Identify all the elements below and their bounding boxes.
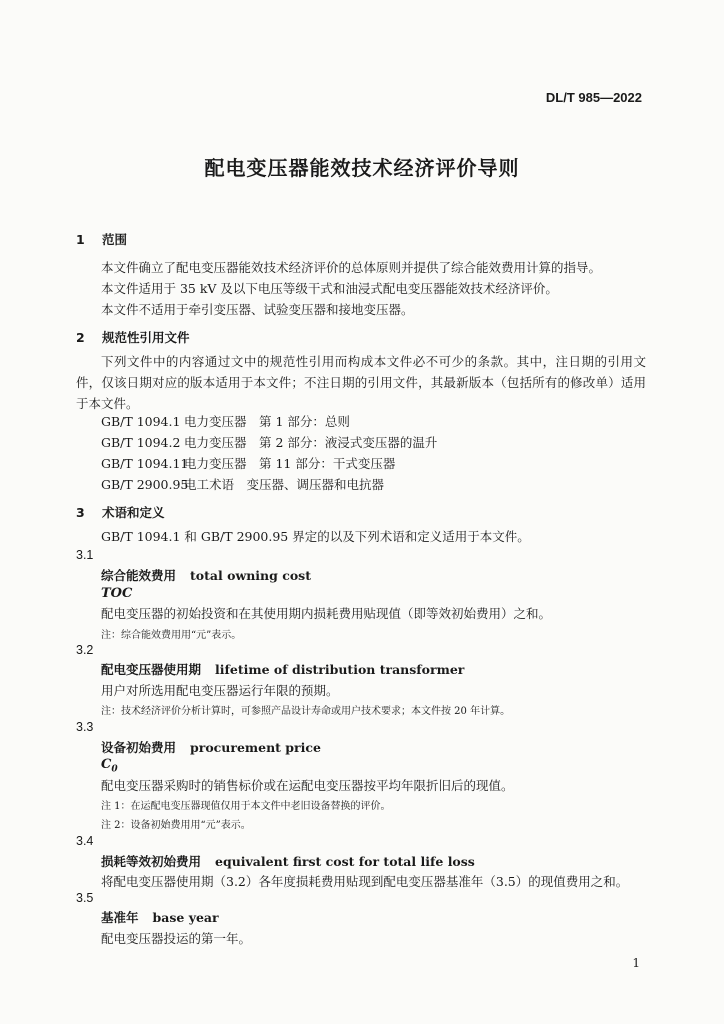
term-chinese: 基准年: [101, 910, 139, 925]
reference-title: 电力变压器 第 2 部分：液浸式变压器的温升: [184, 435, 438, 450]
term-note: 注：综合能效费用用“元”表示。: [101, 630, 242, 641]
reference-item: [101, 412, 350, 430]
reference-title: 电力变压器 第 1 部分：总则: [184, 414, 350, 429]
reference-item: [101, 433, 437, 451]
scope-line-1: 本文件确立了配电变压器能效技术经济评价的总体原则并提供了综合能效费用计算的指导。: [101, 260, 602, 275]
term-heading: [101, 908, 219, 926]
term-symbol: [101, 757, 118, 775]
section-1-heading: [76, 230, 127, 248]
scope-line-3: 本文件不适用于牵引变压器、试验变压器和接地变压器。: [101, 302, 414, 317]
standard-code: DL/T 985—2022: [545, 90, 642, 105]
normative-references-paragraph: 下列文件中的内容通过文中的规范性引用而构成本文件必不可少的条款。其中，注日期的引用文件，仅该日期对应的版本适用于本文件；不注日期的引用文件，其最新版本（包括所有的修改单）适用于本文件。: [76, 354, 646, 411]
term-english: equivalent first cost for total life loss: [215, 854, 475, 869]
term-chinese: 损耗等效初始费用: [101, 854, 202, 869]
reference-code: GB/T 1094.1: [101, 414, 181, 429]
section-title: 规范性引用文件: [102, 330, 190, 345]
term-chinese: 设备初始费用: [101, 740, 177, 755]
symbol-letter: C: [101, 757, 112, 772]
section-number: 3: [76, 505, 85, 520]
term-heading: [101, 566, 311, 584]
term-heading: [101, 660, 464, 678]
term-heading: [101, 852, 475, 870]
term-chinese: 综合能效费用: [101, 568, 177, 583]
term-note: 注 1：在运配电变压器现值仅用于本文件中老旧设备替换的评价。: [101, 801, 391, 812]
section-number: 1: [76, 232, 85, 247]
term-number: 3.1: [76, 548, 94, 562]
section-3-heading: [76, 503, 165, 521]
terms-intro: GB/T 1094.1 和 GB/T 2900.95 界定的以及下列术语和定义适用于本文件。: [101, 529, 530, 544]
section-number: 2: [76, 330, 85, 345]
reference-code: GB/T 1094.11: [101, 456, 189, 471]
term-english: procurement price: [190, 740, 321, 755]
term-number: 3.5: [76, 891, 94, 905]
page-number: 1: [632, 956, 640, 970]
term-chinese: 配电变压器使用期: [101, 662, 202, 677]
reference-code: GB/T 2900.95: [101, 477, 189, 492]
term-number: 3.3: [76, 720, 94, 734]
term-definition: 用户对所选用配电变压器运行年限的预期。: [101, 683, 339, 698]
reference-item: [101, 454, 395, 472]
term-number: 3.4: [76, 834, 94, 848]
term-definition: 配电变压器采购时的销售标价或在运配电变压器按平均年限折旧后的现值。: [101, 778, 514, 793]
term-definition: 配电变压器投运的第一年。: [101, 931, 252, 946]
section-title: 术语和定义: [102, 505, 165, 520]
reference-item: [101, 475, 384, 493]
reference-title: 电工术语 变压器、调压器和电抗器: [184, 477, 385, 492]
reference-title: 电力变压器 第 11 部分：干式变压器: [184, 456, 396, 471]
reference-code: GB/T 1094.2: [101, 435, 181, 450]
section-title: 范围: [102, 232, 128, 247]
term-number: 3.2: [76, 643, 94, 657]
document-title: 配电变压器能效技术经济评价导则: [204, 156, 520, 180]
symbol-subscript: 0: [111, 764, 118, 775]
term-english: lifetime of distribution transformer: [215, 662, 465, 677]
term-english: total owning cost: [190, 568, 311, 583]
term-note: 注 2：设备初始费用用“元”表示。: [101, 820, 251, 831]
term-definition: 将配电变压器使用期（3.2）各年度损耗费用贴现到配电变压器基准年（3.5）的现值费用之和。: [101, 874, 629, 889]
scope-line-2: 本文件适用于 35 kV 及以下电压等级干式和油浸式配电变压器能效技术经济评价。: [101, 281, 558, 296]
term-english: base year: [152, 910, 219, 925]
term-definition: 配电变压器的初始投资和在其使用期内损耗费用贴现值（即等效初始费用）之和。: [101, 606, 552, 621]
term-abbreviation: TOC: [101, 586, 133, 601]
section-2-heading: [76, 328, 190, 346]
term-note: 注：技术经济评价分析计算时，可参照产品设计寿命或用户技术要求；本文件按 20 年计算。: [101, 706, 511, 717]
term-heading: [101, 738, 321, 756]
